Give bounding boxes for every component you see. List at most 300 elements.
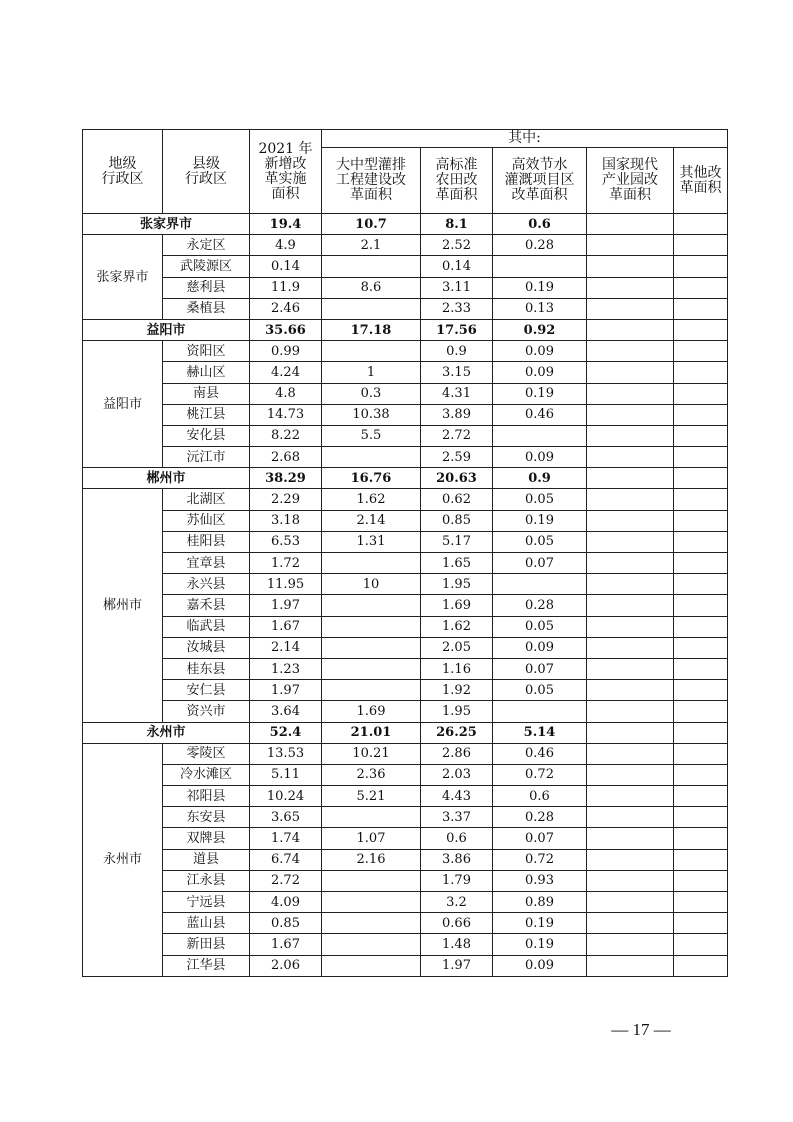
table-row	[83, 553, 728, 574]
farmland-cell: 3.86	[421, 849, 493, 870]
industrial-park-cell	[587, 531, 674, 552]
farmland-cell: 2.03	[421, 764, 493, 785]
county-name-cell: 嘉禾县	[163, 595, 250, 616]
total-cell: 5.11	[250, 764, 322, 785]
reform-area-table	[82, 129, 728, 977]
total-cell: 1.72	[250, 553, 322, 574]
total-cell: 2.29	[250, 489, 322, 510]
water-saving-cell: 0.6	[493, 786, 587, 807]
table-row	[83, 786, 728, 807]
city-summary-row	[83, 468, 728, 489]
water-saving-cell: 0.13	[493, 298, 587, 319]
irrigation-cell	[322, 913, 421, 934]
city-summary-name: 郴州市	[83, 468, 250, 489]
farmland-cell: 2.59	[421, 447, 493, 468]
county-name-cell: 桃江县	[163, 404, 250, 425]
farmland-cell: 4.31	[421, 383, 493, 404]
county-name-cell: 新田县	[163, 934, 250, 955]
farmland-cell: 3.15	[421, 362, 493, 383]
other-cell	[674, 425, 728, 446]
total-cell: 3.65	[250, 807, 322, 828]
water-saving-cell: 0.07	[493, 828, 587, 849]
other-cell	[674, 870, 728, 891]
summary-farmland-cell: 8.1	[421, 214, 493, 235]
total-cell: 4.9	[250, 235, 322, 256]
industrial-park-cell	[587, 277, 674, 298]
summary-industrial-park-cell	[587, 722, 674, 743]
farmland-cell: 2.72	[421, 425, 493, 446]
county-name-cell: 汝城县	[163, 637, 250, 658]
table-row	[83, 489, 728, 510]
county-name-cell: 祁阳县	[163, 786, 250, 807]
county-name-cell: 永定区	[163, 235, 250, 256]
water-saving-cell: 0.46	[493, 404, 587, 425]
other-cell	[674, 404, 728, 425]
other-cell	[674, 362, 728, 383]
summary-industrial-park-cell	[587, 468, 674, 489]
other-cell	[674, 828, 728, 849]
farmland-cell: 3.2	[421, 892, 493, 913]
table-row	[83, 404, 728, 425]
farmland-cell: 1.65	[421, 553, 493, 574]
summary-total-cell: 35.66	[250, 319, 322, 340]
industrial-park-cell	[587, 680, 674, 701]
total-cell: 11.95	[250, 574, 322, 595]
table-row	[83, 870, 728, 891]
water-saving-cell: 0.07	[493, 553, 587, 574]
water-saving-cell: 0.28	[493, 807, 587, 828]
industrial-park-cell	[587, 235, 674, 256]
industrial-park-cell	[587, 447, 674, 468]
farmland-cell: 3.37	[421, 807, 493, 828]
county-name-cell: 慈利县	[163, 277, 250, 298]
table-row	[83, 743, 728, 764]
table-row	[83, 574, 728, 595]
county-name-cell: 桂阳县	[163, 531, 250, 552]
other-cell	[674, 489, 728, 510]
industrial-park-cell	[587, 870, 674, 891]
total-cell: 1.97	[250, 680, 322, 701]
irrigation-cell	[322, 256, 421, 277]
industrial-park-cell	[587, 362, 674, 383]
other-cell	[674, 934, 728, 955]
water-saving-cell: 0.07	[493, 658, 587, 679]
city-summary-name: 益阳市	[83, 319, 250, 340]
summary-irrigation-cell: 21.01	[322, 722, 421, 743]
city-summary-row	[83, 722, 728, 743]
table-row	[83, 658, 728, 679]
industrial-park-cell	[587, 298, 674, 319]
water-saving-cell: 0.05	[493, 616, 587, 637]
county-name-cell: 桂东县	[163, 658, 250, 679]
total-cell: 1.97	[250, 595, 322, 616]
county-name-cell: 江华县	[163, 955, 250, 976]
industrial-park-cell	[587, 934, 674, 955]
header-other: 其他改 革面积	[674, 148, 728, 214]
total-cell: 8.22	[250, 425, 322, 446]
water-saving-cell: 0.28	[493, 235, 587, 256]
farmland-cell: 1.48	[421, 934, 493, 955]
total-cell: 10.24	[250, 786, 322, 807]
other-cell	[674, 807, 728, 828]
county-name-cell: 宜章县	[163, 553, 250, 574]
county-name-cell: 江永县	[163, 870, 250, 891]
summary-other-cell	[674, 319, 728, 340]
farmland-cell: 2.33	[421, 298, 493, 319]
county-name-cell: 武陵源区	[163, 256, 250, 277]
total-cell: 13.53	[250, 743, 322, 764]
city-label: 张家界市	[83, 235, 163, 320]
table-row	[83, 680, 728, 701]
other-cell	[674, 574, 728, 595]
summary-industrial-park-cell	[587, 319, 674, 340]
total-cell: 0.99	[250, 341, 322, 362]
water-saving-cell: 0.05	[493, 489, 587, 510]
total-cell: 2.14	[250, 637, 322, 658]
irrigation-cell: 1.31	[322, 531, 421, 552]
industrial-park-cell	[587, 892, 674, 913]
other-cell	[674, 913, 728, 934]
summary-total-cell: 52.4	[250, 722, 322, 743]
irrigation-cell: 10.21	[322, 743, 421, 764]
table-row	[83, 807, 728, 828]
summary-water-saving-cell: 0.92	[493, 319, 587, 340]
water-saving-cell: 0.93	[493, 870, 587, 891]
table-row	[83, 362, 728, 383]
table-row	[83, 298, 728, 319]
total-cell: 2.46	[250, 298, 322, 319]
city-summary-row	[83, 214, 728, 235]
total-cell: 1.74	[250, 828, 322, 849]
industrial-park-cell	[587, 701, 674, 722]
irrigation-cell	[322, 298, 421, 319]
summary-farmland-cell: 26.25	[421, 722, 493, 743]
irrigation-cell	[322, 680, 421, 701]
industrial-park-cell	[587, 595, 674, 616]
industrial-park-cell	[587, 489, 674, 510]
industrial-park-cell	[587, 510, 674, 531]
total-cell: 4.09	[250, 892, 322, 913]
irrigation-cell: 5.5	[322, 425, 421, 446]
summary-water-saving-cell: 0.6	[493, 214, 587, 235]
other-cell	[674, 510, 728, 531]
summary-other-cell	[674, 468, 728, 489]
other-cell	[674, 849, 728, 870]
irrigation-cell: 2.36	[322, 764, 421, 785]
other-cell	[674, 595, 728, 616]
city-label: 益阳市	[83, 341, 163, 468]
farmland-cell: 1.69	[421, 595, 493, 616]
water-saving-cell: 0.89	[493, 892, 587, 913]
industrial-park-cell	[587, 658, 674, 679]
header-farmland: 高标准 农田改 革面积	[421, 148, 493, 214]
farmland-cell: 0.62	[421, 489, 493, 510]
total-cell: 14.73	[250, 404, 322, 425]
farmland-cell: 0.85	[421, 510, 493, 531]
irrigation-cell	[322, 341, 421, 362]
page-number: — 17 —	[611, 1020, 671, 1039]
industrial-park-cell	[587, 764, 674, 785]
table-row	[83, 447, 728, 468]
total-cell: 2.68	[250, 447, 322, 468]
other-cell	[674, 701, 728, 722]
irrigation-cell: 2.1	[322, 235, 421, 256]
other-cell	[674, 616, 728, 637]
industrial-park-cell	[587, 637, 674, 658]
total-cell: 1.67	[250, 616, 322, 637]
table-row	[83, 531, 728, 552]
farmland-cell: 1.95	[421, 701, 493, 722]
irrigation-cell: 1.62	[322, 489, 421, 510]
industrial-park-cell	[587, 404, 674, 425]
water-saving-cell	[493, 574, 587, 595]
irrigation-cell	[322, 658, 421, 679]
irrigation-cell: 2.14	[322, 510, 421, 531]
other-cell	[674, 531, 728, 552]
summary-total-cell: 38.29	[250, 468, 322, 489]
water-saving-cell: 0.19	[493, 913, 587, 934]
irrigation-cell	[322, 807, 421, 828]
county-name-cell: 南县	[163, 383, 250, 404]
farmland-cell: 1.62	[421, 616, 493, 637]
industrial-park-cell	[587, 256, 674, 277]
summary-irrigation-cell: 10.7	[322, 214, 421, 235]
summary-other-cell	[674, 722, 728, 743]
water-saving-cell	[493, 256, 587, 277]
total-cell: 0.14	[250, 256, 322, 277]
other-cell	[674, 637, 728, 658]
county-name-cell: 蓝山县	[163, 913, 250, 934]
farmland-cell: 4.43	[421, 786, 493, 807]
header-total: 2021 年 新增改 革实施 面积	[250, 130, 322, 214]
table-row	[83, 764, 728, 785]
county-name-cell: 安化县	[163, 425, 250, 446]
summary-irrigation-cell: 16.76	[322, 468, 421, 489]
farmland-cell: 3.11	[421, 277, 493, 298]
table-row	[83, 256, 728, 277]
table-row	[83, 637, 728, 658]
header-water-saving: 高效节水 灌溉项目区 改革面积	[493, 148, 587, 214]
total-cell: 4.8	[250, 383, 322, 404]
farmland-cell: 2.86	[421, 743, 493, 764]
summary-water-saving-cell: 0.9	[493, 468, 587, 489]
other-cell	[674, 235, 728, 256]
farmland-cell: 0.66	[421, 913, 493, 934]
irrigation-cell: 1.69	[322, 701, 421, 722]
water-saving-cell: 0.72	[493, 764, 587, 785]
total-cell: 3.18	[250, 510, 322, 531]
table-row	[83, 828, 728, 849]
farmland-cell: 2.05	[421, 637, 493, 658]
farmland-cell: 2.52	[421, 235, 493, 256]
water-saving-cell	[493, 701, 587, 722]
table-row	[83, 425, 728, 446]
other-cell	[674, 341, 728, 362]
county-name-cell: 桑植县	[163, 298, 250, 319]
water-saving-cell: 0.09	[493, 341, 587, 362]
farmland-cell: 0.14	[421, 256, 493, 277]
total-cell: 4.24	[250, 362, 322, 383]
irrigation-cell: 10.38	[322, 404, 421, 425]
irrigation-cell: 8.6	[322, 277, 421, 298]
farmland-cell: 3.89	[421, 404, 493, 425]
other-cell	[674, 764, 728, 785]
irrigation-cell	[322, 616, 421, 637]
county-name-cell: 安仁县	[163, 680, 250, 701]
water-saving-cell: 0.05	[493, 680, 587, 701]
water-saving-cell: 0.46	[493, 743, 587, 764]
total-cell: 2.06	[250, 955, 322, 976]
water-saving-cell: 0.09	[493, 362, 587, 383]
other-cell	[674, 892, 728, 913]
farmland-cell: 1.16	[421, 658, 493, 679]
water-saving-cell: 0.09	[493, 637, 587, 658]
city-label: 永州市	[83, 743, 163, 976]
summary-farmland-cell: 17.56	[421, 319, 493, 340]
other-cell	[674, 658, 728, 679]
table-row	[83, 913, 728, 934]
city-summary-name: 张家界市	[83, 214, 250, 235]
total-cell: 2.72	[250, 870, 322, 891]
table-body	[83, 214, 728, 977]
summary-other-cell	[674, 214, 728, 235]
city-summary-name: 永州市	[83, 722, 250, 743]
total-cell: 1.23	[250, 658, 322, 679]
irrigation-cell: 1.07	[322, 828, 421, 849]
summary-total-cell: 19.4	[250, 214, 322, 235]
table-row	[83, 235, 728, 256]
summary-irrigation-cell: 17.18	[322, 319, 421, 340]
industrial-park-cell	[587, 425, 674, 446]
industrial-park-cell	[587, 341, 674, 362]
water-saving-cell: 0.09	[493, 447, 587, 468]
other-cell	[674, 447, 728, 468]
irrigation-cell	[322, 595, 421, 616]
county-name-cell: 沅江市	[163, 447, 250, 468]
other-cell	[674, 743, 728, 764]
industrial-park-cell	[587, 786, 674, 807]
water-saving-cell	[493, 425, 587, 446]
table-row	[83, 955, 728, 976]
header-city: 地级 行政区	[83, 130, 163, 214]
total-cell: 3.64	[250, 701, 322, 722]
summary-water-saving-cell: 5.14	[493, 722, 587, 743]
water-saving-cell: 0.19	[493, 510, 587, 531]
total-cell: 6.74	[250, 849, 322, 870]
header-irrigation: 大中型灌排 工程建设改 革面积	[322, 148, 421, 214]
table-header	[83, 130, 728, 214]
other-cell	[674, 298, 728, 319]
county-name-cell: 临武县	[163, 616, 250, 637]
industrial-park-cell	[587, 553, 674, 574]
irrigation-cell	[322, 447, 421, 468]
irrigation-cell	[322, 870, 421, 891]
irrigation-cell: 0.3	[322, 383, 421, 404]
industrial-park-cell	[587, 913, 674, 934]
table-row	[83, 595, 728, 616]
county-name-cell: 道县	[163, 849, 250, 870]
other-cell	[674, 277, 728, 298]
irrigation-cell: 10	[322, 574, 421, 595]
industrial-park-cell	[587, 743, 674, 764]
total-cell: 0.85	[250, 913, 322, 934]
county-name-cell: 东安县	[163, 807, 250, 828]
irrigation-cell: 2.16	[322, 849, 421, 870]
industrial-park-cell	[587, 955, 674, 976]
other-cell	[674, 955, 728, 976]
industrial-park-cell	[587, 383, 674, 404]
table-row	[83, 510, 728, 531]
county-name-cell: 永兴县	[163, 574, 250, 595]
table-row	[83, 383, 728, 404]
county-name-cell: 北湖区	[163, 489, 250, 510]
farmland-cell: 5.17	[421, 531, 493, 552]
table-row	[83, 701, 728, 722]
industrial-park-cell	[587, 574, 674, 595]
industrial-park-cell	[587, 849, 674, 870]
irrigation-cell	[322, 637, 421, 658]
table-row	[83, 934, 728, 955]
other-cell	[674, 256, 728, 277]
water-saving-cell: 0.09	[493, 955, 587, 976]
industrial-park-cell	[587, 828, 674, 849]
county-name-cell: 资兴市	[163, 701, 250, 722]
irrigation-cell	[322, 955, 421, 976]
industrial-park-cell	[587, 807, 674, 828]
county-name-cell: 资阳区	[163, 341, 250, 362]
water-saving-cell: 0.19	[493, 277, 587, 298]
county-name-cell: 赫山区	[163, 362, 250, 383]
other-cell	[674, 786, 728, 807]
farmland-cell: 1.92	[421, 680, 493, 701]
total-cell: 6.53	[250, 531, 322, 552]
total-cell: 1.67	[250, 934, 322, 955]
water-saving-cell: 0.19	[493, 383, 587, 404]
water-saving-cell: 0.19	[493, 934, 587, 955]
header-industrial-park: 国家现代 产业园改 革面积	[587, 148, 674, 214]
table-row	[83, 341, 728, 362]
county-name-cell: 双牌县	[163, 828, 250, 849]
county-name-cell: 宁远县	[163, 892, 250, 913]
other-cell	[674, 383, 728, 404]
city-summary-row	[83, 319, 728, 340]
water-saving-cell: 0.72	[493, 849, 587, 870]
city-label: 郴州市	[83, 489, 163, 722]
county-name-cell: 零陵区	[163, 743, 250, 764]
other-cell	[674, 680, 728, 701]
irrigation-cell	[322, 892, 421, 913]
summary-industrial-park-cell	[587, 214, 674, 235]
irrigation-cell	[322, 934, 421, 955]
header-among: 其中:	[322, 130, 728, 148]
irrigation-cell	[322, 553, 421, 574]
water-saving-cell: 0.28	[493, 595, 587, 616]
table-row	[83, 277, 728, 298]
county-name-cell: 苏仙区	[163, 510, 250, 531]
other-cell	[674, 553, 728, 574]
farmland-cell: 0.9	[421, 341, 493, 362]
summary-farmland-cell: 20.63	[421, 468, 493, 489]
farmland-cell: 1.97	[421, 955, 493, 976]
irrigation-cell: 1	[322, 362, 421, 383]
farmland-cell: 1.95	[421, 574, 493, 595]
water-saving-cell: 0.05	[493, 531, 587, 552]
header-county: 县级 行政区	[163, 130, 250, 214]
county-name-cell: 冷水滩区	[163, 764, 250, 785]
table-row	[83, 849, 728, 870]
farmland-cell: 0.6	[421, 828, 493, 849]
table-row	[83, 892, 728, 913]
